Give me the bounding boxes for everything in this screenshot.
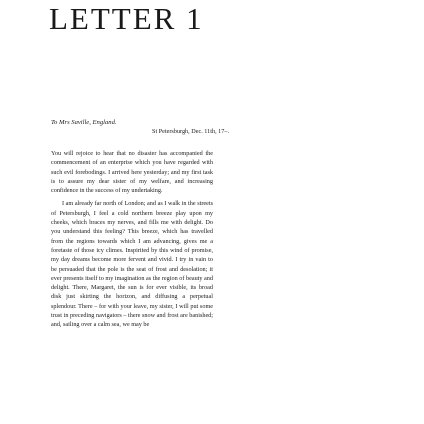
- letter-paragraph-1: You will rejoice to hear that no disaster has accompanied the commencement of an enterprise which you have regarded with such evil forebodings. I arrived here yesterday; and my first task is to assure my dear sister of my welfare, and increasing confidence in the success of my undertaking.: [51, 150, 213, 195]
- letter-place-date: St Petersburgh, Dec. 11th, 17–.: [152, 128, 229, 136]
- chapter-heading: LETTER 1: [49, 1, 204, 36]
- letter-address-block: [51, 118, 229, 136]
- letter-recipient: To Mrs Saville, England.: [51, 119, 117, 126]
- letter-paragraph-2: I am already far north of London; and as I walk in the streets of Petersburgh, I feel a cold northern breeze play upon my cheeks, which braces my nerves, and fills me with delight. Do you understand this feeling? This breeze, which has travelled from the regions towards which I am advancing, gives me a foretaste of those icy climes. Inspirited by this wind of promise, my day dreams become more fervent and vivid. I try in vain to be persuaded that the pole is the seat of frost and desolation; it ever presents itself to my imagination as the region of beauty and delight. There, Margaret, the sun is for ever visible, its broad disk just skirting the horizon, and diffusing a perpetual splendour. There – for with your leave, my sister, I will put some trust in preceding navigators – there snow and frost are banished; and, sailing over a calm sea, we may be: [51, 200, 213, 329]
- letter-body: [51, 149, 213, 330]
